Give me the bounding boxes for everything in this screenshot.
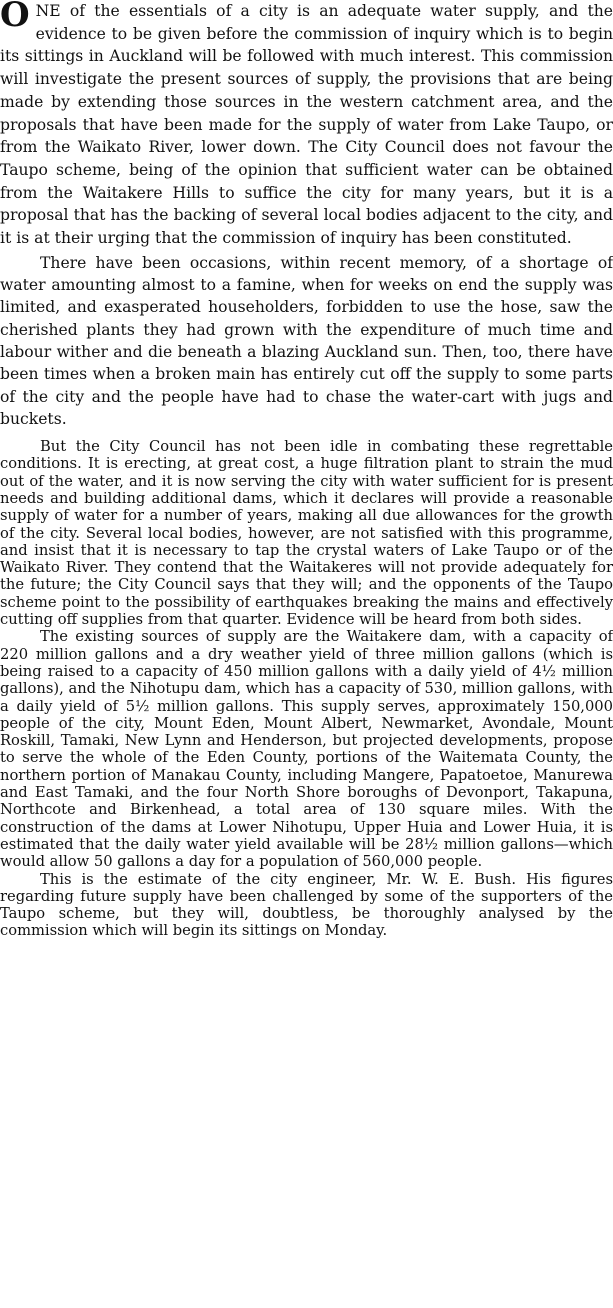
lead-small-caps: NE bbox=[35, 2, 61, 20]
paragraph-text: But the City Council has not been idle in combating these regrettable conditions. It is erecting, at great cost, a huge filtration plant to strain the mud out of the water, and it is now serving the city with water sufficient for is present needs and building additional dams, which it declares will provide a reasonable supply of water for a number of years, making all due allowances for the growth of the city. Several local bodies, however, are not satisfied with this programme, and insist that it is necessary to tap the crystal waters of Lake Taupo or of the Waikato River. They contend that the Waitakeres will not provide adequately for the future; the City Council says that they will; and the opponents of the Taupo scheme point to the possibility of earthquakes breaking the mains and effectively cutting off supplies from that quarter. Evidence will be heard from both sides. bbox=[0, 438, 613, 629]
article-paragraph-2 bbox=[0, 252, 613, 430]
article-paragraph-1 bbox=[0, 0, 613, 250]
article-paragraph-4 bbox=[0, 628, 613, 870]
paragraph-text: This is the estimate of the city engineer, Mr. W. E. Bush. His figures regarding future supply have been challenged by some of the supporters of the Taupo scheme, but they will, doubtless, be thoroughly analysed by the commission which will begin its sittings on Monday. bbox=[0, 870, 613, 940]
paragraph-text: of the essentials of a city is an adequate water supply, and the evidence to be given before the commission of inquiry which is to begin its sittings in Auckland will be followed with much interest. This commission will investigate the present sources of supply, the provisions that are being made by extending those sources in the western catchment area, and the proposals that have been made for the supply of water from Lake Taupo, or from the Waikato River, lower down. The City Council does not favour the Taupo scheme, being of the opinion that sufficient water can be obtained from the Waitakere Hills to suffice the city for many years, but it is a proposal that has the backing of several local bodies adjacent to the city, and it is at their urging that the commission of inquiry has been constituted. bbox=[0, 2, 613, 248]
drop-cap-initial: O bbox=[0, 0, 30, 35]
paragraph-text: There have been occasions, within recent memory, of a shortage of water amounting almost to a famine, when for weeks on end the supply was limited, and exasperated householders, forbidden to use the hose, saw the cherished plants they had grown with the expenditure of much time and labour wither and die beneath a blazing Auckland sun. Then, too, there have been times when a broken main has entirely cut off the supply to some parts of the city and the people have had to chase the water-cart with jugs and buckets. bbox=[0, 253, 613, 428]
article-paragraph-3 bbox=[0, 438, 613, 628]
article-paragraph-5 bbox=[0, 871, 613, 940]
paragraph-text: The existing sources of supply are the Waitakere dam, with a capacity of 220 million gallons and a dry weather yield of three million gallons (which is being raised to a capacity of 450 million gallons with a daily yield of 4½ million gallons), and the Nihotupu dam, which has a capacity of 530, million gallons, with a daily yield of 5½ million gallons. This supply serves, approximately 150,000 people of the city, Mount Eden, Mount Albert, Newmarket, Avondale, Mount Roskill, Tamaki, New Lynn and Henderson, but projected developments, propose to serve the whole of the Eden County, portions of the Waitemata County, the northern portion of Manakau County, including Mangere, Papatoetoe, Manurewa and East Tamaki, and the four North Shore boroughs of Devonport, Takapuna, Northcote and Birkenhead, a total area of 130 square miles. With the construction of the dams at Lower Nihotupu, Upper Huia and Lower Huia, it is estimated that the daily water yield available will be 28½ million gallons—which would allow 50 gallons a day for a population of 560,000 people. bbox=[0, 628, 613, 871]
